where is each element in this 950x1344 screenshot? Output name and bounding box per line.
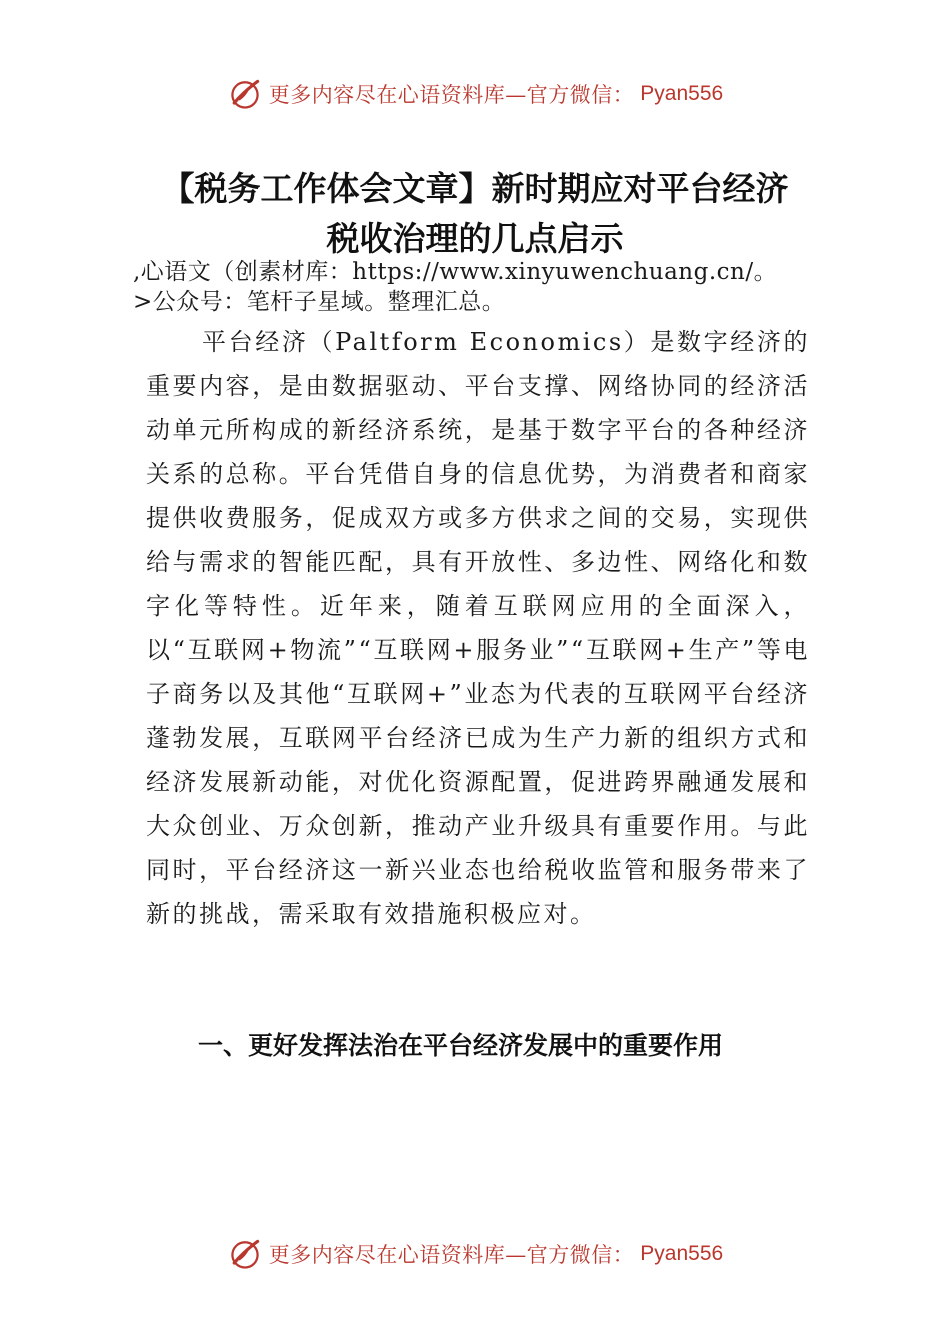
body-paragraph: 平台经济（Paltform Economics）是数字经济的重要内容，是由数据驱动、平台支撑、网络协同的经济活动单元所构成的新经济系统，是基于数字平台的各种经济关系的总称。平台凭借自身的信息优势，为消费者和商家提供收费服务，促成双方或多方供求之间的交易，实现供给与需求的智能匹配，具有开放性、多边性、网络化和数字化等特性。近年来，随着互联网应用的全面深入，以“互联网+物流”“互联网+服务业”“互联网+生产”等电子商务以及其他“互联网+”业态为代表的互联网平台经济蓬勃发展，互联网平台经济已成为生产力新的组织方式和经济发展新动能，对优化资源配置，促进跨界融通发展和大众创业、万众创新，推动产业升级具有重要作用。与此同时，平台经济这一新兴业态也给税收监管和服务带来了新的挑战，需采取有效措施积极应对。 bbox=[146, 328, 810, 928]
source-line-1: ,心语文（创素材库：https://www.xinyuwenchuang.cn/。 bbox=[133, 259, 778, 285]
title-line-1: 【税务工作体会文章】新时期应对平台经济 bbox=[161, 169, 789, 208]
document-title bbox=[100, 164, 850, 264]
footer-banner bbox=[0, 1234, 950, 1274]
source-line-2: >公众号：笔杆子星域。整理汇总。 bbox=[133, 289, 506, 315]
banner-text: 更多内容尽在心语资料库—官方微信： bbox=[268, 83, 635, 107]
banner-wechat-id: Pyan556 bbox=[640, 1242, 724, 1265]
section-heading: 一、更好发挥法治在平台经济发展中的重要作用 bbox=[198, 1031, 724, 1060]
header-banner bbox=[0, 74, 950, 114]
brush-logo-icon bbox=[227, 1236, 263, 1272]
source-note bbox=[133, 257, 833, 317]
brush-logo-icon bbox=[227, 76, 263, 112]
title-line-2: 税收治理的几点启示 bbox=[326, 219, 624, 258]
banner-wechat-id: Pyan556 bbox=[640, 82, 724, 105]
banner-text: 更多内容尽在心语资料库—官方微信： bbox=[268, 1243, 635, 1267]
